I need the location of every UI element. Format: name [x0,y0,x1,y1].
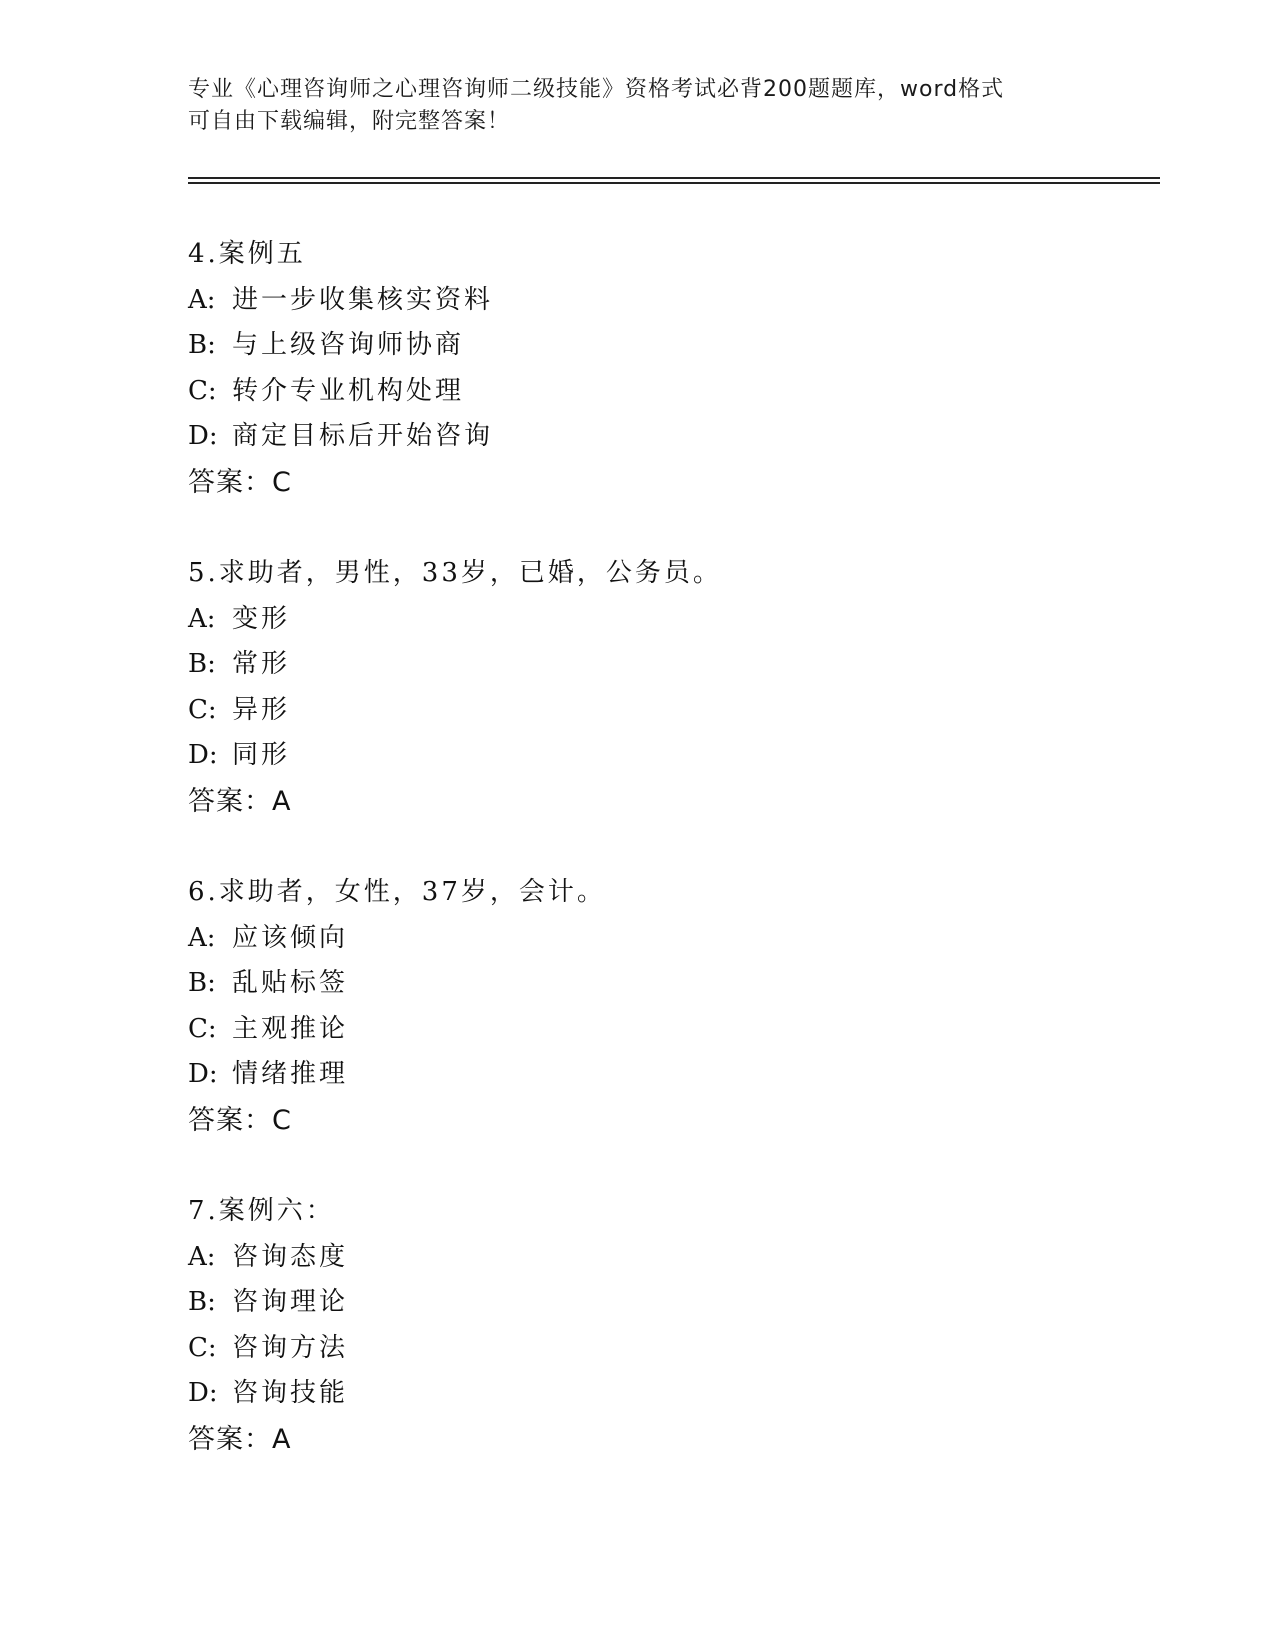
option-letter: C: [188,1332,217,1363]
option-text: 商定目标后开始咨询 [232,421,494,452]
option-text: 情绪推理 [232,1059,349,1090]
header-divider-top [188,177,1160,179]
question-title: 6.求助者，女性，37岁，会计。 [188,877,606,907]
question-title: 7.案例六： [188,1196,335,1226]
option-text: 与上级咨询师协商 [232,330,465,361]
option-c [188,369,1088,415]
option-letter: A: [188,1241,216,1272]
option-letter: D: [188,740,218,771]
option-letter: D: [188,1378,218,1409]
option-letter: D: [188,421,218,452]
option-text: 异形 [232,694,291,725]
option-text: 进一步收集核实资料 [232,284,494,315]
answer-line: 答案：A [188,1423,292,1455]
option-letter: C: [188,1013,217,1044]
question-item [188,551,1088,825]
header-line-2: 可自由下载编辑，附完整答案！ [188,109,511,134]
option-b [188,1280,1088,1326]
option-d [188,733,1088,779]
option-text: 主观推论 [232,1013,349,1044]
option-letter: C: [188,375,217,406]
option-d [188,414,1088,460]
option-b [188,323,1088,369]
answer-line: 答案：C [188,1104,292,1136]
option-text: 转介专业机构处理 [232,375,465,406]
option-d [188,1371,1088,1417]
option-b [188,642,1088,688]
question-item [188,232,1088,506]
option-text: 咨询态度 [232,1241,349,1272]
option-b [188,961,1088,1007]
option-letter: D: [188,1059,218,1090]
question-item [188,1189,1088,1463]
document-header [188,74,1088,138]
option-text: 应该倾向 [232,922,349,953]
option-a [188,597,1088,643]
option-text: 常形 [232,649,291,680]
option-c [188,688,1088,734]
option-letter: B: [188,968,216,999]
option-a [188,916,1088,962]
option-letter: C: [188,694,217,725]
option-letter: B: [188,649,216,680]
option-a [188,278,1088,324]
question-title: 5.求助者，男性，33岁，已婚，公务员。 [188,558,722,588]
option-letter: A: [188,284,216,315]
option-text: 咨询技能 [232,1378,349,1409]
option-c [188,1007,1088,1053]
option-letter: B: [188,330,216,361]
header-line-1: 专业《心理咨询师之心理咨询师二级技能》资格考试必背200题题库，word格式 [188,77,1005,102]
option-text: 同形 [232,740,291,771]
option-letter: A: [188,603,216,634]
question-title: 4.案例五 [188,239,306,269]
answer-line: 答案：A [188,785,292,817]
option-text: 变形 [232,603,291,634]
option-c [188,1326,1088,1372]
question-item [188,870,1088,1144]
option-letter: B: [188,1287,216,1318]
option-text: 咨询理论 [232,1287,349,1318]
option-a [188,1235,1088,1281]
option-d [188,1052,1088,1098]
answer-line: 答案：C [188,466,292,498]
header-divider-bottom [188,182,1160,184]
option-text: 咨询方法 [232,1332,349,1363]
option-letter: A: [188,922,216,953]
option-text: 乱贴标签 [232,968,349,999]
